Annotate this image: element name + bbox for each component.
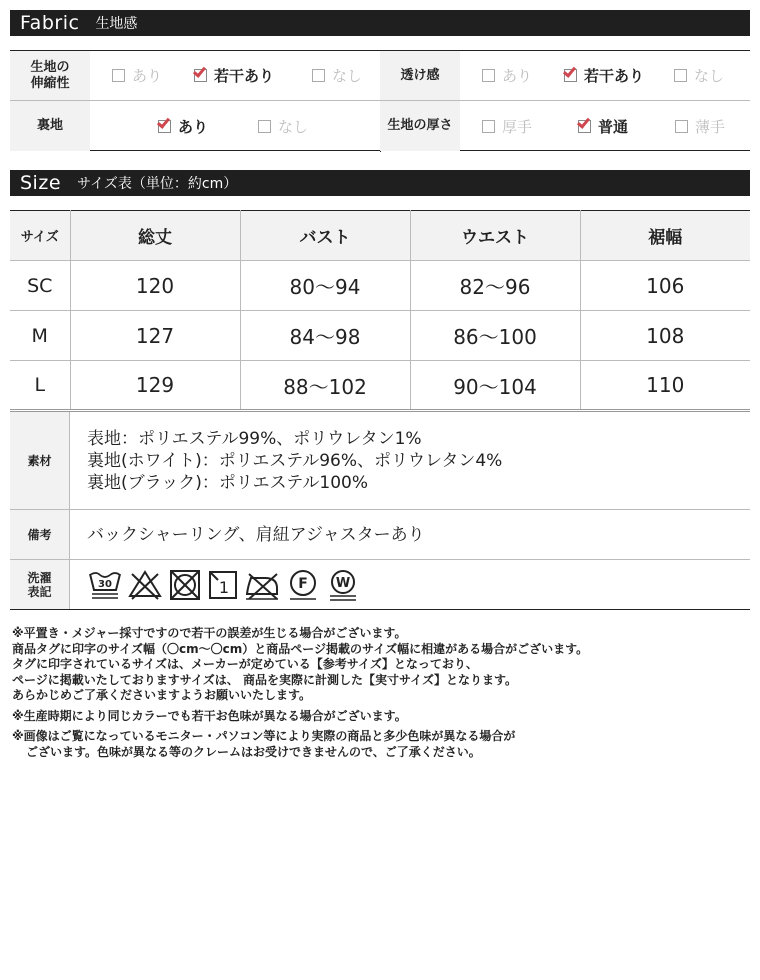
size-table — [10, 210, 750, 412]
fabric-label-thickness: 生地の厚さ — [380, 101, 460, 151]
size-cell: 129 — [70, 361, 240, 411]
note-line: ページに掲載いたしておりますサイズは、 商品を実際に計測した【実寸サイズ】となります。 — [12, 672, 518, 687]
size-name: M — [10, 311, 70, 361]
stretch-option-no[interactable]: なし — [312, 65, 362, 86]
wash-30-icon — [87, 568, 123, 602]
size-cell: 108 — [580, 311, 750, 361]
fabric-section-header — [10, 10, 750, 36]
sheer-option-yes[interactable]: あり — [482, 65, 564, 86]
size-title-jp: サイズ表（単位：約cm） — [77, 176, 238, 192]
table-row — [10, 261, 750, 311]
fabric-title-jp: 生地感 — [95, 16, 138, 32]
checked-checkbox-icon — [564, 69, 577, 82]
size-cell: 110 — [580, 361, 750, 411]
no-bleach-icon — [127, 568, 163, 602]
size-name: L — [10, 361, 70, 411]
lining-options — [90, 101, 380, 151]
note-line: あらかじめご了承くださいますようお願いいたします。 — [12, 688, 312, 702]
care-row — [10, 560, 750, 609]
note-line: ※生産時期により同じカラーでも若干お色味が異なる場合がございます。 — [12, 708, 407, 723]
checked-checkbox-icon — [194, 69, 207, 82]
no-iron-icon — [243, 568, 281, 602]
product-info-table — [10, 412, 750, 610]
checked-checkbox-icon — [578, 120, 591, 133]
size-cell: 88〜102 — [240, 361, 410, 411]
dry-clean-f-icon — [285, 568, 321, 602]
note-line: 商品タグに印字のサイズ幅（〇cm〜〇cm）と商品ページ掲載のサイズ幅に相違がある場合がございます。 — [12, 641, 589, 656]
fabric-table — [10, 50, 750, 151]
sheer-options — [460, 51, 750, 100]
header-size: サイズ — [10, 211, 70, 261]
line-dry-shade-icon — [207, 568, 239, 602]
lining-option-no[interactable]: なし — [258, 116, 308, 137]
header-waist: ウエスト — [410, 211, 580, 261]
thickness-option-thin[interactable]: 薄手 — [675, 116, 725, 137]
checkbox-icon — [112, 69, 125, 82]
material-line: 表地：ポリエステル99%、ポリウレタン1% — [87, 428, 422, 449]
size-cell: 86〜100 — [410, 311, 580, 361]
stretch-option-slight[interactable]: 若干あり — [194, 65, 312, 86]
material-line: 裏地(ブラック)：ポリエステル100% — [87, 472, 368, 493]
fabric-label-sheer: 透け感 — [380, 51, 460, 100]
stretch-options — [90, 51, 380, 100]
sheer-option-no[interactable]: なし — [674, 65, 724, 86]
size-cell: 84〜98 — [240, 311, 410, 361]
remarks-row — [10, 510, 750, 560]
table-row — [10, 311, 750, 361]
note-line: タグに印字されているサイズは、メーカーが定めている【参考サイズ】となっており、 — [12, 657, 478, 671]
checked-checkbox-icon — [158, 120, 171, 133]
size-cell: 106 — [580, 261, 750, 311]
care-symbols — [70, 560, 750, 609]
no-tumble-dry-icon — [167, 568, 203, 602]
header-bust: バスト — [240, 211, 410, 261]
stretch-option-yes[interactable]: あり — [112, 65, 194, 86]
header-length: 総丈 — [70, 211, 240, 261]
checkbox-icon — [675, 120, 688, 133]
fabric-title-en: Fabric — [20, 12, 80, 34]
fabric-label-stretch: 生地の 伸縮性 — [10, 51, 90, 100]
line-dry-mark: 1 — [218, 577, 230, 597]
size-cell: 80〜94 — [240, 261, 410, 311]
remarks-label: 備考 — [10, 510, 70, 559]
wet-clean-w-icon — [325, 568, 361, 602]
note-line: ※画像はご覧になっているモニター・パソコン等により実際の商品と多少色味が異なる場合が — [12, 729, 516, 743]
checkbox-icon — [482, 120, 495, 133]
size-cell: 82〜96 — [410, 261, 580, 311]
material-value — [70, 412, 750, 509]
dry-clean-letter: F — [298, 575, 308, 592]
material-label: 素材 — [10, 412, 70, 509]
wash-temp: 30 — [98, 578, 112, 590]
thickness-option-normal[interactable]: 普通 — [578, 116, 675, 137]
size-title-en: Size — [20, 172, 62, 194]
material-row — [10, 412, 750, 510]
checkbox-icon — [482, 69, 495, 82]
thickness-options — [460, 101, 750, 151]
note-line: ※平置き・メジャー採寸ですので若干の誤差が生じる場合がございます。 — [12, 626, 407, 640]
fabric-row — [10, 101, 750, 151]
size-name: SC — [10, 261, 70, 311]
checkbox-icon — [312, 69, 325, 82]
size-cell: 90〜104 — [410, 361, 580, 411]
wet-clean-letter: W — [335, 575, 351, 591]
size-cell: 127 — [70, 311, 240, 361]
header-hem-width: 裾幅 — [580, 211, 750, 261]
care-label: 洗濯 表記 — [10, 560, 70, 609]
checkbox-icon — [674, 69, 687, 82]
size-header-row — [10, 211, 750, 261]
size-section-header — [10, 170, 750, 196]
sheer-option-slight[interactable]: 若干あり — [564, 65, 674, 86]
table-row — [10, 361, 750, 411]
fabric-row — [10, 51, 750, 101]
size-cell: 120 — [70, 261, 240, 311]
note-line: ございます。色味が異なる等のクレームはお受けできませんので、ご了承ください。 — [26, 744, 481, 759]
size-notes — [12, 626, 748, 760]
checkbox-icon — [258, 120, 271, 133]
fabric-label-lining: 裏地 — [10, 101, 90, 151]
material-line: 裏地(ホワイト)：ポリエステル96%、ポリウレタン4% — [87, 450, 503, 471]
thickness-option-thick[interactable]: 厚手 — [482, 116, 578, 137]
lining-option-yes[interactable]: あり — [158, 116, 258, 137]
remarks-value: バックシャーリング、肩紐アジャスターあり — [87, 524, 425, 545]
